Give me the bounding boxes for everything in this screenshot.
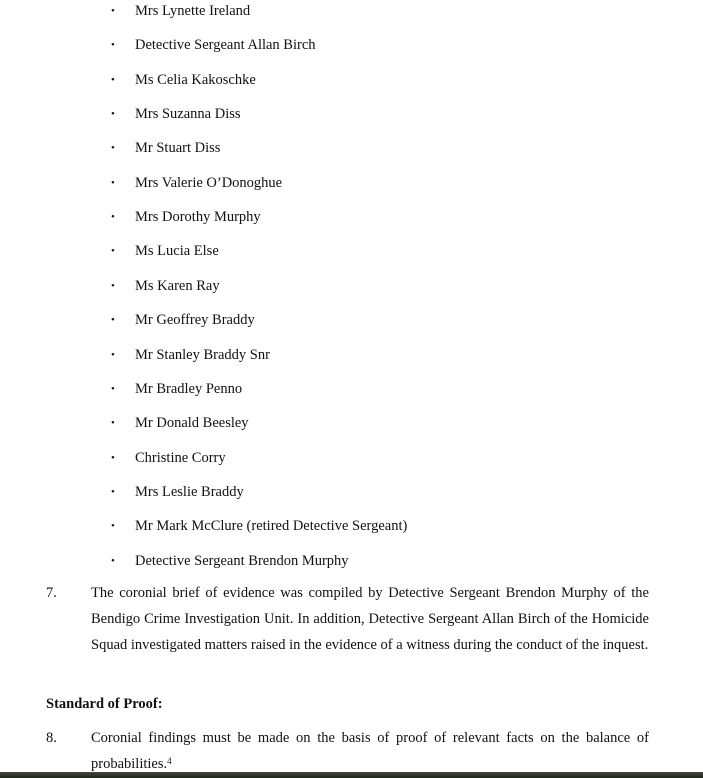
witness-name: Mrs Valerie O’Donoghue (135, 175, 283, 191)
footnote-marker: 4 (167, 756, 172, 766)
witness-name: Mr Stuart Diss (135, 140, 221, 156)
witness-name: Mrs Leslie Braddy (135, 484, 244, 500)
witness-name: Christine Corry (135, 450, 226, 466)
bullet-icon: • (111, 349, 115, 361)
bullet-icon: • (111, 417, 115, 429)
bullet-icon: • (111, 314, 115, 326)
bullet-icon: • (111, 452, 115, 464)
witness-name: Mr Bradley Penno (135, 381, 243, 397)
section-heading: Standard of Proof: (46, 696, 163, 712)
bullet-icon: • (111, 74, 115, 86)
witness-name: Mr Donald Beesley (135, 415, 249, 431)
bullet-icon: • (111, 5, 115, 17)
bullet-icon: • (111, 280, 115, 292)
witness-name: Mrs Dorothy Murphy (135, 209, 261, 225)
paragraph-text (91, 725, 649, 777)
bullet-icon: • (111, 211, 115, 223)
bullet-icon: • (111, 177, 115, 189)
bullet-icon: • (111, 555, 115, 567)
paragraph-number: 7. (46, 585, 57, 601)
bullet-icon: • (111, 245, 115, 257)
witness-name: Ms Karen Ray (135, 278, 220, 294)
paragraph-text: The coronial brief of evidence was compiled by Detective Sergeant Brendon Murphy of the Bendigo Crime Investigation Unit. In addition, Detective Sergeant Allan Birch of the Homicide Squad investigated matters raised in the evidence of a witness during the conduct of the inquest. (91, 585, 649, 653)
witness-name: Detective Sergeant Allan Birch (135, 37, 316, 53)
witness-name: Detective Sergeant Brendon Murphy (135, 553, 349, 569)
witness-name: Mr Geoffrey Braddy (135, 312, 255, 328)
window-bottom-border (0, 772, 703, 778)
witness-name: Ms Lucia Else (135, 243, 219, 259)
witness-name: Ms Celia Kakoschke (135, 72, 256, 88)
bullet-icon: • (111, 108, 115, 120)
bullet-icon: • (111, 486, 115, 498)
bullet-icon: • (111, 142, 115, 154)
witness-name: Mr Mark McClure (retired Detective Sergeant) (135, 518, 408, 534)
paragraph-body: Coronial findings must be made on the basis of proof of relevant facts on the balance of probabilities. (91, 730, 649, 772)
witness-name: Mr Stanley Braddy Snr (135, 347, 270, 363)
witness-name: Mrs Suzanna Diss (135, 106, 241, 122)
bullet-icon: • (111, 39, 115, 51)
bullet-icon: • (111, 520, 115, 532)
witness-name: Mrs Lynette Ireland (135, 3, 251, 19)
paragraph-number: 8. (46, 730, 57, 746)
bullet-icon: • (111, 383, 115, 395)
